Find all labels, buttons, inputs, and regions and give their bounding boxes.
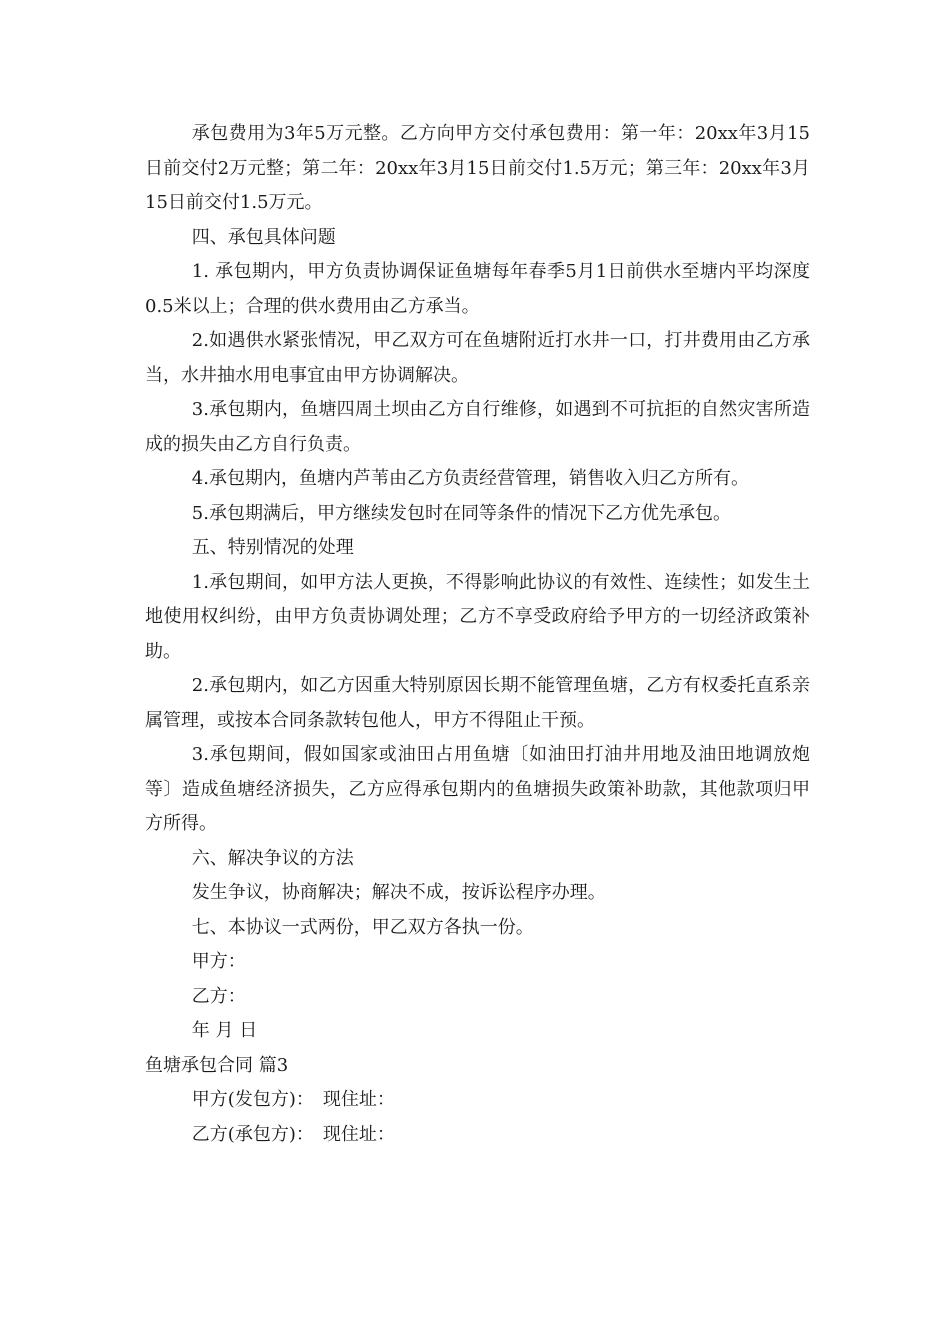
signature-party-b: 乙方： <box>191 985 246 1007</box>
clause-4-1: 1. 承包期内，甲方负责协调保证鱼塘每年春季5月1日前供水至塘内平均深度0.5米以上；合理的供水费用由乙方承当。 <box>145 261 810 317</box>
clause-5-1: 1.承包期间，如甲方法人更换，不得影响此协议的有效性、连续性；如发生土地使用权纠纷，由甲方负责协调处理；乙方不享受政府给予甲方的一切经济政策补助。 <box>145 571 810 662</box>
signature-party-a: 甲方： <box>191 951 246 972</box>
clause-4-2: 2.如遇供水紧张情况，甲乙双方可在鱼塘附近打水井一口，打井费用由乙方承当，水井抽水用电事宜由甲方协调解决。 <box>145 330 810 386</box>
clause-5-2: 2.承包期内，如乙方因重大特别原因长期不能管理鱼塘，乙方有权委托直系亲属管理，或按本合同条款转包他人，甲方不得阻止干预。 <box>145 675 810 731</box>
section-heading-4: 四、承包具体问题 <box>191 226 336 248</box>
paragraph-fee-schedule: 承包费用为3年5万元整。乙方向甲方交付承包费用：第一年：20xx年3月15日前交付2万元整；第二年：20xx年3月15日前交付1.5万元；第三年：20xx年3月15日前交付1.5万元。 <box>145 123 810 213</box>
clause-4-5: 5.承包期满后，甲方继续发包时在同等条件的情况下乙方优先承包。 <box>191 502 731 524</box>
section-heading-6: 六、解决争议的方法 <box>191 847 354 869</box>
clause-5-3: 3.承包期间，假如国家或油田占用鱼塘〔如油田打油井用地及油田地调放炮等〕造成鱼塘经济损失，乙方应得承包期内的鱼塘损失政策补助款，其他款项归甲方所得。 <box>145 744 810 834</box>
document-body <box>145 117 810 1152</box>
party-b-line: 乙方(承包方)： 现住址： <box>191 1123 395 1145</box>
contract-title: 鱼塘承包合同 篇3 <box>145 1054 289 1076</box>
party-a-line: 甲方(发包方)： 现住址： <box>191 1089 395 1110</box>
clause-4-3: 3.承包期内，鱼塘四周土坝由乙方自行维修，如遇到不可抗拒的自然灾害所造成的损失由乙方自行负责。 <box>145 399 810 455</box>
clause-6-text: 发生争议，协商解决；解决不成，按诉讼程序办理。 <box>191 882 606 903</box>
section-heading-5: 五、特别情况的处理 <box>191 537 354 558</box>
clause-4-4: 4.承包期内，鱼塘内芦苇由乙方负责经营管理，销售收入归乙方所有。 <box>191 468 749 489</box>
section-heading-7: 七、本协议一式两份，甲乙双方各执一份。 <box>191 916 534 938</box>
signature-date: 年 月 日 <box>191 1020 258 1041</box>
